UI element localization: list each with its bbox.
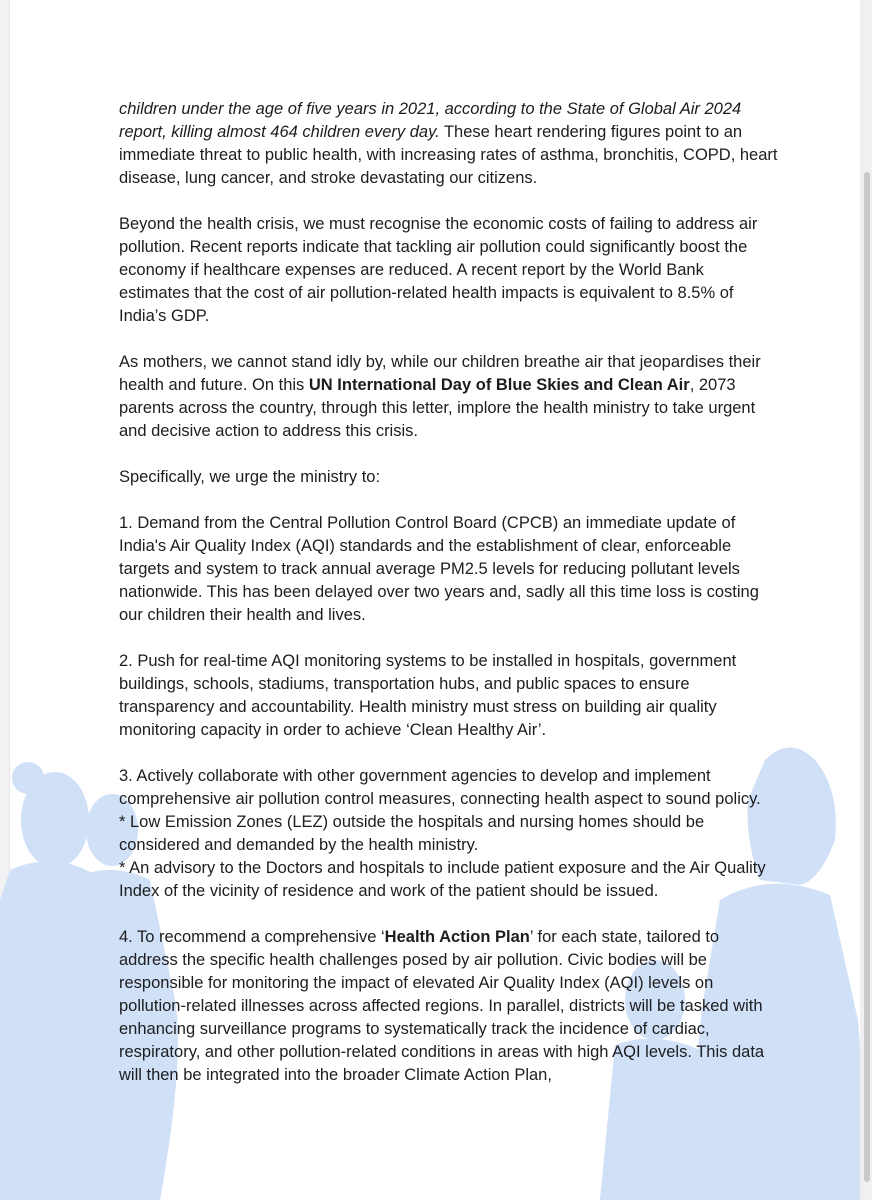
paragraph-urge-intro: Specifically, we urge the ministry to: <box>119 468 381 486</box>
appeal-text-b: , 2073 parents across the country, through this letter, implore the health ministry to take urgent and decisive action to address this crisis. <box>119 376 756 440</box>
list-item-4 <box>119 926 779 1087</box>
list-item-2: 2. Push for real-time AQI monitoring systems to be installed in hospitals, government buildings, schools, stadiums, transportation hubs, and public spaces to ensure transparency and accountability. Health ministry must stress on building air quality monitoring capacity in order to achieve ‘Clean Healthy Air’. <box>119 652 737 739</box>
paragraph-economic-costs: Beyond the health crisis, we must recognise the economic costs of failing to address air pollution. Recent reports indicate that tackling air pollution could significantly boost the economy if healthcare expenses are reduced. A recent report by the World Bank estimates that the cost of air pollution-related health impacts is equivalent to 8.5% of India’s GDP. <box>119 215 758 325</box>
item4-text-b: ’ for each state, tailored to address the specific health challenges posed by air pollution. Civic bodies will be responsible for monitoring the impact of elevated Air Quality Index (AQI) levels on pollution-related illnesses across affected regions. In parallel, districts will be tasked with enhancing surveillance programs to systematically track the incidence of cardiac, respiratory, and other pollution-related conditions in areas with high AQI levels. This data will then be integrated into the broader Climate Action Plan, <box>119 928 765 1084</box>
list-item-3-sub-2: * An advisory to the Doctors and hospitals to include patient exposure and the Air Quality Index of the vicinity of residence and work of the patient should be issued. <box>119 859 766 900</box>
list-item-3-sub-1: * Low Emission Zones (LEZ) outside the hospitals and nursing homes should be considered and demanded by the health ministry. <box>119 813 705 854</box>
statistics-rest: These heart rendering figures point to an immediate threat to public health, with increasing rates of asthma, bronchitis, COPD, heart disease, lung cancer, and stroke devastating our citizens. <box>119 123 778 187</box>
appeal-text-a: As mothers, we cannot stand idly by, while our children breathe air that jeopardises their health and future. On this <box>119 353 761 394</box>
scrollbar-track[interactable] <box>860 0 872 1200</box>
letter-body <box>119 98 779 1087</box>
paragraph-statistics <box>119 98 779 190</box>
item4-plan-name: Health Action Plan <box>384 928 530 946</box>
item4-text-a: 4. To recommend a comprehensive ‘ <box>119 928 385 946</box>
scrollbar-thumb[interactable] <box>864 172 870 1182</box>
paragraph-mothers-appeal <box>119 351 779 443</box>
statistics-italic: children under the age of five years in 2021, according to the State of Global Air 2024 report, killing almost 464 children every day. <box>119 100 742 141</box>
list-item-3: 3. Actively collaborate with other government agencies to develop and implement comprehensive air pollution control measures, connecting health aspect to sound policy. <box>119 767 761 808</box>
silhouette-left-child-bun <box>12 762 44 794</box>
list-item-1: 1. Demand from the Central Pollution Control Board (CPCB) an immediate update of India's Air Quality Index (AQI) standards and the establishment of clear, enforceable targets and system to track annual average PM2.5 levels for reducing pollutant levels nationwide. This has been delayed over two years and, sadly all this time loss is costing our children their health and lives. <box>119 514 759 624</box>
appeal-day-name: UN International Day of Blue Skies and Clean Air <box>308 376 690 394</box>
